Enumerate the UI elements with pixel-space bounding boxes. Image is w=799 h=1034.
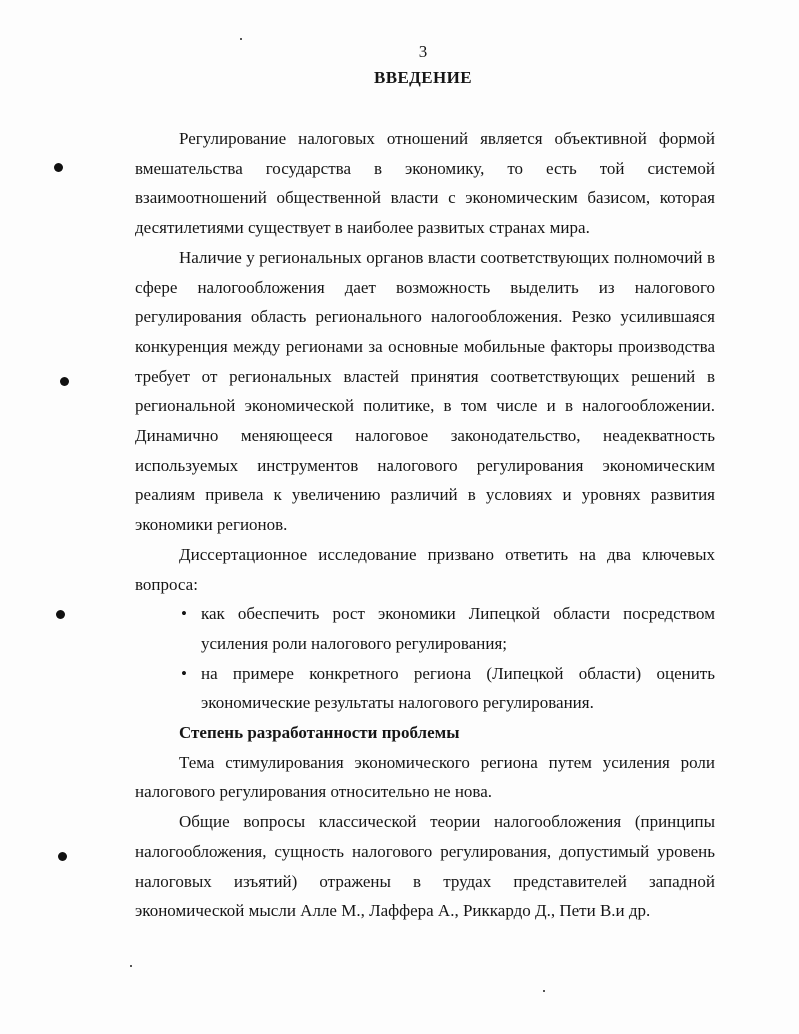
binder-hole-mark bbox=[60, 377, 69, 386]
paragraph-4: Тема стимулирования экономического региона путем усиления роли налогового регулирования относительно не нова. bbox=[135, 752, 715, 802]
list-item bbox=[135, 659, 715, 718]
scan-speck bbox=[543, 990, 545, 992]
binder-hole-mark bbox=[58, 852, 67, 861]
binder-hole-mark bbox=[54, 163, 63, 172]
bullet-list bbox=[135, 599, 715, 718]
page-title: ВВЕДЕНИЕ bbox=[373, 68, 473, 87]
paragraph-2: Наличие у региональных органов власти соответствующих полномочий в сфере налогообложения дает возможность выделить из налогового регулирования область регионального налогообложения. Резко усилившаяся конкуренция между регионами за основные мобильные факторы производства требует от региональных властей принятия соответствующих решений в региональной экономической политике, в том числе и в налогообложении. Динамично меняющееся налоговое законодательство, неадекватность используемых инструментов налогового регулирования экономическим реалиям привела к увеличению различий в условиях и уровнях развития экономики регионов. bbox=[135, 247, 715, 535]
bullet-icon: • bbox=[181, 663, 187, 683]
paragraph-3: Диссертационное исследование призвано ответить на два ключевых вопроса: bbox=[135, 544, 715, 594]
list-item bbox=[135, 599, 715, 658]
scan-speck bbox=[130, 965, 132, 967]
paragraph-1: Регулирование налоговых отношений является объективной формой вмешательства государства в экономику, то есть той системой взаимоотношений общественной власти с экономическим базисом, которая десятилетиями существует в наиболее развитых странах мира. bbox=[135, 129, 715, 238]
binder-hole-mark bbox=[56, 610, 65, 619]
page-number: 3 bbox=[418, 42, 428, 61]
list-item-text: как обеспечить рост экономики Липецкой области посредством усиления роли налогового регулирования; bbox=[201, 604, 715, 653]
document-body bbox=[135, 124, 715, 926]
section-heading: Степень разработанности проблемы bbox=[179, 723, 460, 743]
paragraph-5: Общие вопросы классической теории налогообложения (принципы налогообложения, сущность налогового регулирования, допустимый уровень налоговых изъятий) отражены в трудах представителей западной экономической мысли Алле М., Лаффера А., Риккардо Д., Пети В.и др. bbox=[135, 812, 715, 921]
scan-speck bbox=[240, 38, 242, 40]
bullet-icon: • bbox=[181, 604, 187, 624]
list-item-text: на примере конкретного региона (Липецкой области) оценить экономические результаты налогового регулирования. bbox=[201, 663, 715, 713]
